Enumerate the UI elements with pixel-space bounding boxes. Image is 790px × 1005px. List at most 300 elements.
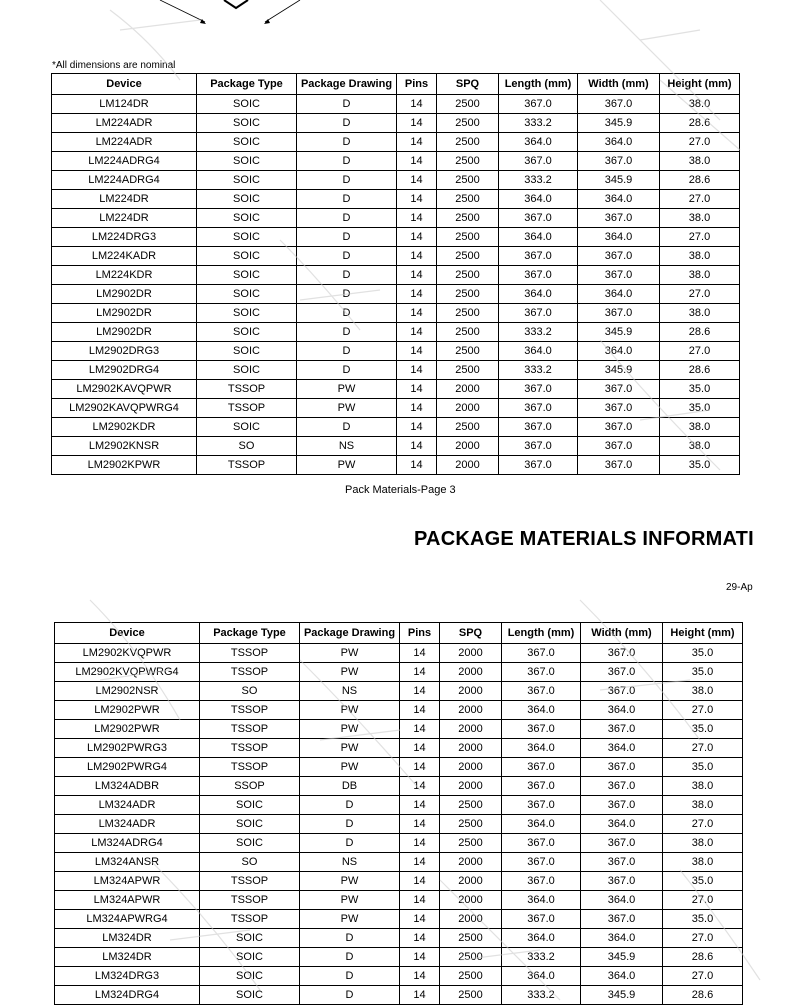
cell-package-type: TSSOP bbox=[200, 891, 300, 910]
cell-width: 345.9 bbox=[581, 948, 663, 967]
cell-pins: 14 bbox=[400, 815, 440, 834]
cell-length: 367.0 bbox=[499, 209, 578, 228]
column-header-package-type: Package Type bbox=[197, 74, 297, 95]
cell-package-type: SOIC bbox=[200, 834, 300, 853]
cell-spq: 2500 bbox=[440, 796, 502, 815]
cell-package-drawing: D bbox=[297, 171, 397, 190]
cell-length: 367.0 bbox=[502, 834, 581, 853]
cell-device: LM2902PWR bbox=[55, 701, 200, 720]
cell-height: 38.0 bbox=[660, 247, 740, 266]
table-row bbox=[55, 834, 743, 853]
cell-device: LM2902DR bbox=[52, 323, 197, 342]
cell-spq: 2500 bbox=[440, 948, 502, 967]
cell-length: 333.2 bbox=[499, 114, 578, 133]
cell-height: 27.0 bbox=[663, 739, 743, 758]
cell-height: 38.0 bbox=[660, 209, 740, 228]
table-row bbox=[52, 304, 740, 323]
table-row bbox=[52, 228, 740, 247]
cell-package-drawing: D bbox=[300, 815, 400, 834]
cell-spq: 2500 bbox=[437, 95, 499, 114]
cell-spq: 2500 bbox=[437, 190, 499, 209]
cell-length: 367.0 bbox=[502, 872, 581, 891]
cell-pins: 14 bbox=[397, 114, 437, 133]
table-row bbox=[52, 323, 740, 342]
table-row bbox=[55, 967, 743, 986]
column-header-width: Width (mm) bbox=[581, 623, 663, 644]
cell-width: 345.9 bbox=[578, 361, 660, 380]
cell-length: 333.2 bbox=[502, 948, 581, 967]
cell-width: 364.0 bbox=[578, 342, 660, 361]
table-row bbox=[52, 285, 740, 304]
cell-pins: 14 bbox=[400, 796, 440, 815]
cell-package-drawing: D bbox=[297, 190, 397, 209]
cell-device: LM2902KAVQPWRG4 bbox=[52, 399, 197, 418]
cell-pins: 14 bbox=[397, 95, 437, 114]
cell-device: LM224DR bbox=[52, 209, 197, 228]
cell-pins: 14 bbox=[400, 891, 440, 910]
table-row bbox=[52, 342, 740, 361]
cell-package-type: SOIC bbox=[197, 95, 297, 114]
cell-device: LM324DRG3 bbox=[55, 967, 200, 986]
cell-device: LM224ADR bbox=[52, 133, 197, 152]
cell-device: LM324ADR bbox=[55, 815, 200, 834]
cell-package-type: TSSOP bbox=[200, 910, 300, 929]
cell-height: 38.0 bbox=[663, 682, 743, 701]
cell-package-type: TSSOP bbox=[200, 720, 300, 739]
cell-spq: 2500 bbox=[437, 342, 499, 361]
cell-length: 333.2 bbox=[499, 323, 578, 342]
cell-spq: 2500 bbox=[437, 152, 499, 171]
cell-height: 27.0 bbox=[663, 815, 743, 834]
cell-length: 367.0 bbox=[502, 796, 581, 815]
table-row bbox=[52, 133, 740, 152]
cell-package-drawing: D bbox=[300, 948, 400, 967]
cell-length: 333.2 bbox=[499, 171, 578, 190]
cell-package-type: TSSOP bbox=[200, 644, 300, 663]
column-header-length: Length (mm) bbox=[502, 623, 581, 644]
cell-length: 367.0 bbox=[502, 663, 581, 682]
cell-package-drawing: D bbox=[297, 114, 397, 133]
cell-width: 367.0 bbox=[578, 380, 660, 399]
table-row bbox=[55, 796, 743, 815]
table-row bbox=[55, 948, 743, 967]
cell-width: 364.0 bbox=[578, 190, 660, 209]
cell-length: 367.0 bbox=[499, 304, 578, 323]
cell-length: 367.0 bbox=[502, 853, 581, 872]
cell-spq: 2000 bbox=[440, 853, 502, 872]
cell-pins: 14 bbox=[397, 437, 437, 456]
cell-height: 35.0 bbox=[663, 758, 743, 777]
cell-device: LM2902NSR bbox=[55, 682, 200, 701]
cell-package-drawing: PW bbox=[297, 399, 397, 418]
cell-width: 364.0 bbox=[578, 228, 660, 247]
cell-package-drawing: PW bbox=[300, 663, 400, 682]
cell-package-drawing: D bbox=[297, 342, 397, 361]
cell-width: 367.0 bbox=[578, 399, 660, 418]
cell-package-drawing: D bbox=[297, 266, 397, 285]
cell-package-type: SOIC bbox=[197, 171, 297, 190]
cell-package-type: SOIC bbox=[197, 190, 297, 209]
cell-height: 35.0 bbox=[660, 380, 740, 399]
cell-pins: 14 bbox=[397, 133, 437, 152]
table-row bbox=[52, 361, 740, 380]
cell-package-type: SOIC bbox=[200, 948, 300, 967]
cell-width: 345.9 bbox=[578, 171, 660, 190]
cell-package-drawing: PW bbox=[300, 910, 400, 929]
cell-height: 28.6 bbox=[660, 323, 740, 342]
cell-pins: 14 bbox=[397, 171, 437, 190]
cell-height: 38.0 bbox=[660, 95, 740, 114]
cell-pins: 14 bbox=[397, 361, 437, 380]
table-row bbox=[55, 682, 743, 701]
cell-device: LM324ADRG4 bbox=[55, 834, 200, 853]
cell-package-type: TSSOP bbox=[200, 872, 300, 891]
cell-package-type: SOIC bbox=[197, 304, 297, 323]
cell-package-type: TSSOP bbox=[200, 663, 300, 682]
cell-pins: 14 bbox=[397, 152, 437, 171]
cell-device: LM324APWR bbox=[55, 891, 200, 910]
cell-device: LM224DRG3 bbox=[52, 228, 197, 247]
cell-length: 367.0 bbox=[502, 720, 581, 739]
table-row bbox=[55, 910, 743, 929]
cell-spq: 2500 bbox=[437, 418, 499, 437]
cell-height: 27.0 bbox=[660, 228, 740, 247]
cell-package-type: SOIC bbox=[197, 114, 297, 133]
cell-package-drawing: PW bbox=[300, 872, 400, 891]
cell-height: 27.0 bbox=[660, 285, 740, 304]
cell-pins: 14 bbox=[397, 323, 437, 342]
cell-length: 364.0 bbox=[502, 967, 581, 986]
cell-length: 367.0 bbox=[502, 758, 581, 777]
column-header-spq: SPQ bbox=[440, 623, 502, 644]
cell-package-type: SOIC bbox=[197, 361, 297, 380]
cell-width: 367.0 bbox=[581, 682, 663, 701]
cell-pins: 14 bbox=[397, 380, 437, 399]
cell-pins: 14 bbox=[400, 701, 440, 720]
table-row bbox=[55, 853, 743, 872]
cell-spq: 2000 bbox=[440, 663, 502, 682]
package-table-page4 bbox=[54, 622, 743, 1005]
cell-width: 364.0 bbox=[578, 285, 660, 304]
cell-length: 367.0 bbox=[499, 380, 578, 399]
cell-width: 364.0 bbox=[581, 739, 663, 758]
cell-package-drawing: PW bbox=[300, 758, 400, 777]
cell-device: LM324DRG4 bbox=[55, 986, 200, 1005]
cell-package-type: TSSOP bbox=[197, 456, 297, 475]
cell-package-drawing: PW bbox=[300, 701, 400, 720]
cell-package-drawing: D bbox=[300, 834, 400, 853]
cell-height: 27.0 bbox=[660, 133, 740, 152]
table-row bbox=[52, 152, 740, 171]
cell-length: 364.0 bbox=[502, 929, 581, 948]
cell-length: 333.2 bbox=[499, 361, 578, 380]
cell-spq: 2000 bbox=[440, 720, 502, 739]
package-diagram-fragment bbox=[150, 0, 310, 30]
cell-width: 345.9 bbox=[578, 114, 660, 133]
column-header-package-type: Package Type bbox=[200, 623, 300, 644]
cell-width: 345.9 bbox=[581, 986, 663, 1005]
cell-device: LM2902PWR bbox=[55, 720, 200, 739]
cell-width: 367.0 bbox=[581, 796, 663, 815]
cell-pins: 14 bbox=[400, 853, 440, 872]
cell-length: 367.0 bbox=[499, 456, 578, 475]
cell-package-type: TSSOP bbox=[200, 701, 300, 720]
cell-height: 28.6 bbox=[660, 171, 740, 190]
cell-width: 367.0 bbox=[581, 777, 663, 796]
cell-device: LM324APWRG4 bbox=[55, 910, 200, 929]
cell-device: LM2902KVQPWR bbox=[55, 644, 200, 663]
cell-length: 367.0 bbox=[502, 644, 581, 663]
cell-package-type: SOIC bbox=[197, 247, 297, 266]
cell-width: 367.0 bbox=[581, 720, 663, 739]
table-header-row bbox=[55, 623, 743, 644]
table-row bbox=[52, 95, 740, 114]
column-header-height: Height (mm) bbox=[660, 74, 740, 95]
cell-width: 345.9 bbox=[578, 323, 660, 342]
cell-length: 364.0 bbox=[499, 133, 578, 152]
cell-width: 367.0 bbox=[581, 910, 663, 929]
cell-width: 367.0 bbox=[578, 266, 660, 285]
cell-package-drawing: DB bbox=[300, 777, 400, 796]
cell-height: 35.0 bbox=[660, 456, 740, 475]
table-row bbox=[52, 114, 740, 133]
table-header-row bbox=[52, 74, 740, 95]
cell-pins: 14 bbox=[397, 342, 437, 361]
cell-package-type: SO bbox=[197, 437, 297, 456]
cell-width: 367.0 bbox=[578, 247, 660, 266]
column-header-package-drawing: Package Drawing bbox=[297, 74, 397, 95]
table-row bbox=[52, 247, 740, 266]
cell-spq: 2000 bbox=[437, 437, 499, 456]
cell-spq: 2000 bbox=[440, 739, 502, 758]
table-row bbox=[52, 266, 740, 285]
cell-device: LM224ADRG4 bbox=[52, 152, 197, 171]
cell-width: 367.0 bbox=[581, 758, 663, 777]
cell-package-drawing: D bbox=[297, 323, 397, 342]
cell-height: 35.0 bbox=[663, 872, 743, 891]
cell-package-type: SOIC bbox=[200, 967, 300, 986]
table-row bbox=[52, 171, 740, 190]
cell-spq: 2500 bbox=[437, 361, 499, 380]
column-header-pins: Pins bbox=[400, 623, 440, 644]
cell-package-type: SO bbox=[200, 682, 300, 701]
cell-spq: 2000 bbox=[437, 399, 499, 418]
table-row bbox=[55, 701, 743, 720]
cell-width: 364.0 bbox=[581, 701, 663, 720]
table-row bbox=[55, 872, 743, 891]
table-row bbox=[55, 929, 743, 948]
cell-package-type: SOIC bbox=[197, 418, 297, 437]
cell-spq: 2500 bbox=[440, 815, 502, 834]
cell-device: LM2902PWRG3 bbox=[55, 739, 200, 758]
cell-height: 38.0 bbox=[660, 152, 740, 171]
column-header-package-drawing: Package Drawing bbox=[300, 623, 400, 644]
cell-length: 364.0 bbox=[499, 342, 578, 361]
cell-width: 367.0 bbox=[578, 152, 660, 171]
cell-package-drawing: D bbox=[297, 285, 397, 304]
cell-package-type: TSSOP bbox=[197, 380, 297, 399]
cell-package-drawing: NS bbox=[300, 853, 400, 872]
cell-device: LM224ADRG4 bbox=[52, 171, 197, 190]
cell-package-drawing: PW bbox=[300, 644, 400, 663]
table-row bbox=[52, 437, 740, 456]
cell-spq: 2500 bbox=[437, 323, 499, 342]
cell-width: 367.0 bbox=[578, 418, 660, 437]
cell-package-drawing: D bbox=[297, 95, 397, 114]
cell-package-type: SOIC bbox=[197, 342, 297, 361]
cell-package-type: SOIC bbox=[200, 986, 300, 1005]
cell-device: LM324DR bbox=[55, 929, 200, 948]
cell-width: 364.0 bbox=[581, 929, 663, 948]
cell-length: 367.0 bbox=[499, 95, 578, 114]
cell-device: LM324ADBR bbox=[55, 777, 200, 796]
table-row bbox=[55, 891, 743, 910]
cell-spq: 2500 bbox=[440, 967, 502, 986]
cell-pins: 14 bbox=[400, 720, 440, 739]
cell-width: 367.0 bbox=[578, 456, 660, 475]
cell-width: 364.0 bbox=[581, 815, 663, 834]
package-table-page3 bbox=[51, 73, 740, 475]
table-row bbox=[55, 644, 743, 663]
cell-package-type: TSSOP bbox=[200, 739, 300, 758]
cell-package-drawing: PW bbox=[300, 720, 400, 739]
cell-package-drawing: NS bbox=[297, 437, 397, 456]
cell-length: 364.0 bbox=[502, 739, 581, 758]
cell-spq: 2500 bbox=[437, 266, 499, 285]
table-row bbox=[55, 739, 743, 758]
cell-pins: 14 bbox=[397, 304, 437, 323]
cell-width: 367.0 bbox=[578, 437, 660, 456]
cell-package-drawing: D bbox=[297, 152, 397, 171]
cell-package-type: SOIC bbox=[200, 796, 300, 815]
cell-height: 38.0 bbox=[660, 418, 740, 437]
cell-spq: 2500 bbox=[437, 304, 499, 323]
cell-length: 364.0 bbox=[502, 815, 581, 834]
cell-spq: 2500 bbox=[437, 171, 499, 190]
cell-length: 367.0 bbox=[499, 437, 578, 456]
cell-package-type: SOIC bbox=[197, 266, 297, 285]
cell-height: 28.6 bbox=[660, 361, 740, 380]
cell-package-drawing: NS bbox=[300, 682, 400, 701]
cell-width: 367.0 bbox=[581, 872, 663, 891]
cell-width: 367.0 bbox=[581, 663, 663, 682]
cell-length: 367.0 bbox=[502, 777, 581, 796]
cell-length: 364.0 bbox=[499, 228, 578, 247]
table-row bbox=[52, 456, 740, 475]
column-header-spq: SPQ bbox=[437, 74, 499, 95]
cell-pins: 14 bbox=[400, 872, 440, 891]
table-row bbox=[52, 380, 740, 399]
cell-width: 367.0 bbox=[578, 209, 660, 228]
cell-spq: 2000 bbox=[440, 872, 502, 891]
cell-height: 35.0 bbox=[663, 644, 743, 663]
cell-length: 367.0 bbox=[499, 399, 578, 418]
cell-height: 27.0 bbox=[660, 190, 740, 209]
cell-device: LM324DR bbox=[55, 948, 200, 967]
cell-height: 38.0 bbox=[663, 796, 743, 815]
cell-length: 367.0 bbox=[499, 266, 578, 285]
cell-package-drawing: PW bbox=[297, 380, 397, 399]
cell-height: 38.0 bbox=[660, 266, 740, 285]
cell-width: 367.0 bbox=[581, 644, 663, 663]
cell-spq: 2000 bbox=[440, 891, 502, 910]
cell-spq: 2500 bbox=[437, 247, 499, 266]
column-header-height: Height (mm) bbox=[663, 623, 743, 644]
cell-pins: 14 bbox=[400, 644, 440, 663]
cell-device: LM224DR bbox=[52, 190, 197, 209]
cell-height: 38.0 bbox=[663, 777, 743, 796]
table-row bbox=[55, 720, 743, 739]
cell-pins: 14 bbox=[397, 456, 437, 475]
cell-package-drawing: D bbox=[297, 209, 397, 228]
cell-device: LM2902KDR bbox=[52, 418, 197, 437]
cell-width: 364.0 bbox=[581, 891, 663, 910]
cell-height: 35.0 bbox=[663, 720, 743, 739]
cell-height: 28.6 bbox=[660, 114, 740, 133]
cell-pins: 14 bbox=[397, 418, 437, 437]
cell-spq: 2000 bbox=[437, 380, 499, 399]
cell-package-type: SOIC bbox=[197, 285, 297, 304]
table-row bbox=[52, 209, 740, 228]
cell-device: LM324ANSR bbox=[55, 853, 200, 872]
cell-pins: 14 bbox=[397, 266, 437, 285]
cell-spq: 2500 bbox=[440, 929, 502, 948]
cell-device: LM224KDR bbox=[52, 266, 197, 285]
cell-package-drawing: D bbox=[297, 247, 397, 266]
cell-pins: 14 bbox=[400, 739, 440, 758]
cell-package-drawing: D bbox=[297, 133, 397, 152]
cell-pins: 14 bbox=[397, 190, 437, 209]
cell-height: 35.0 bbox=[663, 910, 743, 929]
cell-length: 367.0 bbox=[499, 418, 578, 437]
cell-package-type: SOIC bbox=[197, 133, 297, 152]
cell-pins: 14 bbox=[397, 285, 437, 304]
cell-package-drawing: D bbox=[297, 228, 397, 247]
column-header-pins: Pins bbox=[397, 74, 437, 95]
cell-length: 367.0 bbox=[499, 247, 578, 266]
cell-package-type: SOIC bbox=[200, 929, 300, 948]
cell-height: 28.6 bbox=[663, 986, 743, 1005]
cell-spq: 2000 bbox=[437, 456, 499, 475]
cell-package-drawing: PW bbox=[300, 891, 400, 910]
cell-device: LM2902PWRG4 bbox=[55, 758, 200, 777]
cell-pins: 14 bbox=[397, 247, 437, 266]
cell-pins: 14 bbox=[400, 758, 440, 777]
cell-height: 27.0 bbox=[663, 891, 743, 910]
cell-package-drawing: D bbox=[300, 967, 400, 986]
cell-pins: 14 bbox=[397, 399, 437, 418]
cell-height: 38.0 bbox=[663, 853, 743, 872]
cell-pins: 14 bbox=[400, 834, 440, 853]
cell-device: LM324ADR bbox=[55, 796, 200, 815]
cell-height: 35.0 bbox=[660, 399, 740, 418]
cell-device: LM2902DRG4 bbox=[52, 361, 197, 380]
cell-package-drawing: D bbox=[297, 304, 397, 323]
cell-pins: 14 bbox=[400, 663, 440, 682]
cell-spq: 2500 bbox=[437, 285, 499, 304]
page-footer: Pack Materials-Page 3 bbox=[345, 484, 456, 496]
cell-spq: 2000 bbox=[440, 777, 502, 796]
cell-spq: 2500 bbox=[437, 228, 499, 247]
table-row bbox=[55, 815, 743, 834]
cell-length: 364.0 bbox=[499, 285, 578, 304]
cell-device: LM2902DRG3 bbox=[52, 342, 197, 361]
cell-length: 333.2 bbox=[502, 986, 581, 1005]
cell-package-type: SOIC bbox=[197, 152, 297, 171]
cell-width: 367.0 bbox=[578, 95, 660, 114]
column-header-device: Device bbox=[55, 623, 200, 644]
cell-spq: 2500 bbox=[437, 133, 499, 152]
